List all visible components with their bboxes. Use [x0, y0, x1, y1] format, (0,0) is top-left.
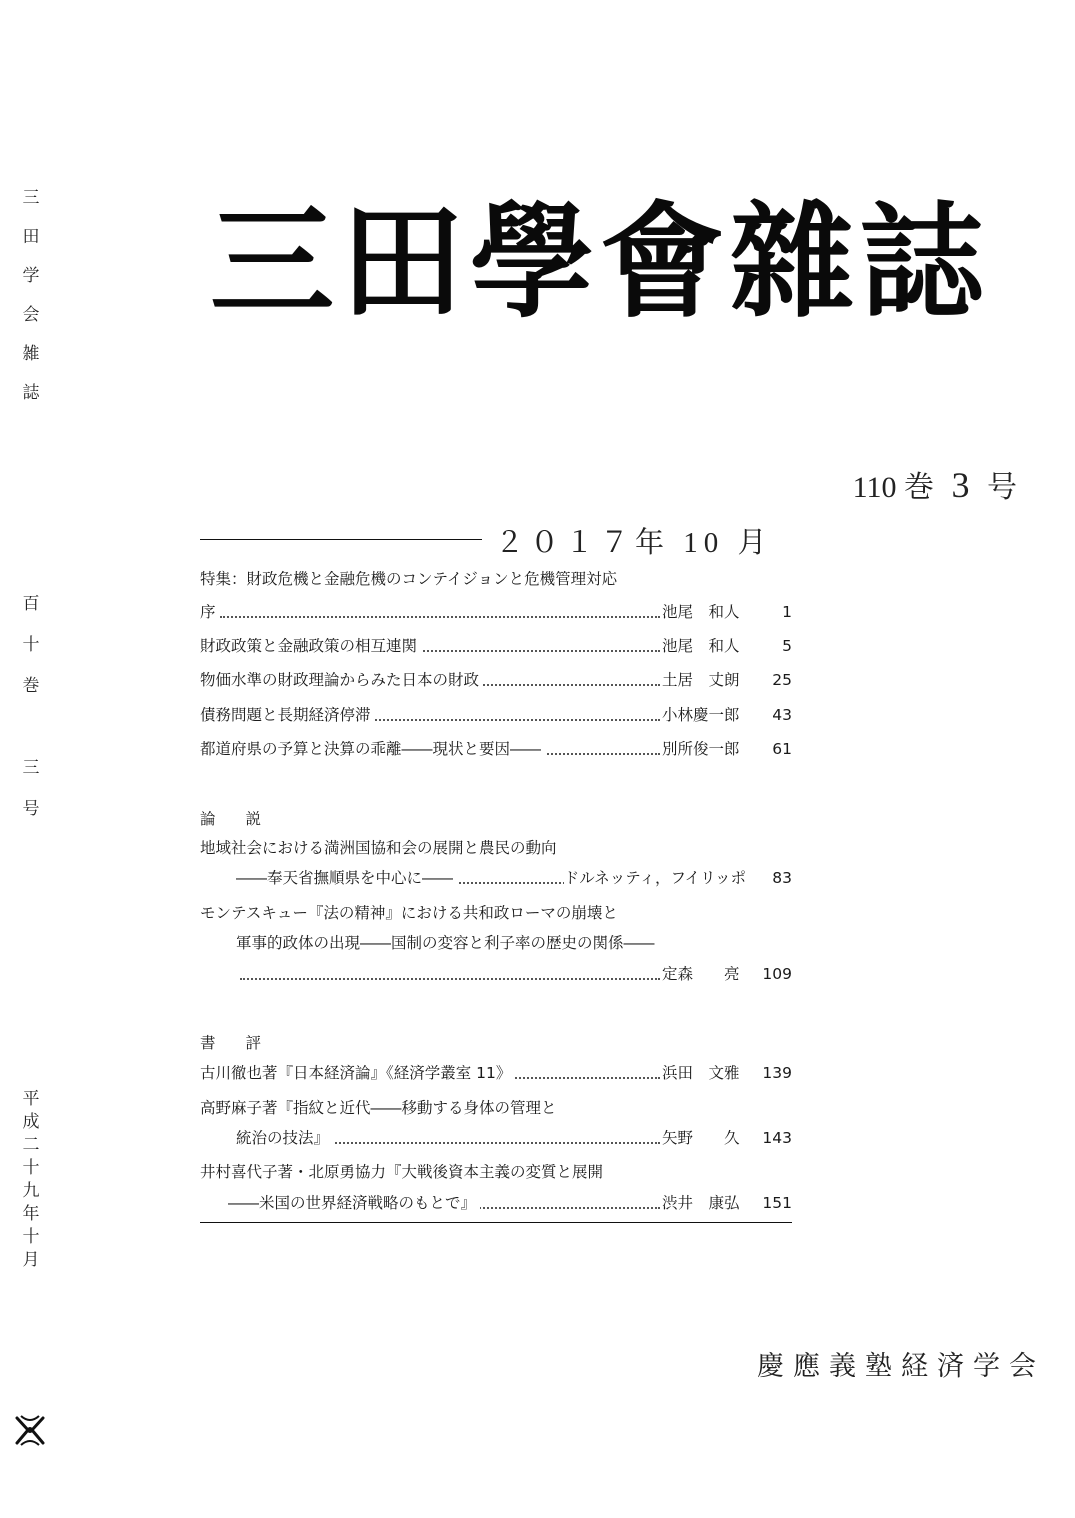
- toc-entry[interactable]: [200, 600, 792, 624]
- entry-page: 5: [782, 637, 792, 655]
- spine-char: 田: [22, 227, 40, 247]
- toc-entry[interactable]: [200, 703, 792, 727]
- spine-char: 十: [22, 1227, 40, 1247]
- spine-char: 三: [22, 758, 40, 778]
- toc-entry[interactable]: [200, 634, 792, 658]
- spine-char: 十: [22, 1158, 40, 1178]
- spine-char: 会: [22, 305, 40, 325]
- entry-title: 物価水準の財政理論からみた日本の財政: [200, 668, 483, 692]
- leader-dots: [220, 612, 660, 618]
- entry-author: 池尾 和人: [662, 634, 740, 658]
- entry-subtitle: 統治の技法』: [236, 1126, 333, 1150]
- entry-author: 土居 丈朗: [662, 668, 740, 692]
- toc-entry[interactable]: [200, 737, 792, 761]
- toc-entry[interactable]: [200, 1061, 792, 1085]
- publisher-name: 慶應義塾経済学会: [757, 1351, 1045, 1382]
- entry-subtitle: 軍事的政体の出現――国制の変容と利子率の歴史の関係――: [236, 931, 659, 955]
- issue-number: 3: [951, 465, 970, 505]
- spine-char: 巻: [22, 676, 40, 696]
- entry-author: 矢野 久: [662, 1126, 740, 1150]
- special-feature-heading: 特集：財政危機と金融危機のコンテイジョンと危機管理対応: [200, 567, 621, 591]
- section-heading-reviews: 書評: [200, 1034, 292, 1052]
- spine-char: 月: [22, 1250, 40, 1270]
- spine-char: 成: [22, 1112, 40, 1132]
- spine-char: 九: [22, 1181, 40, 1201]
- toc-entry-continuation[interactable]: [200, 1126, 792, 1150]
- spine-char: 号: [22, 799, 40, 819]
- entry-author: 別所俊一郎: [662, 737, 740, 761]
- toc-bottom-rule: [200, 1222, 792, 1223]
- spine-char: 平: [22, 1089, 40, 1109]
- entry-title: 井村喜代子著・北原勇協力『大戦後資本主義の変質と展開: [200, 1160, 607, 1184]
- entry-page: 143: [762, 1129, 792, 1147]
- entry-author: 渋井 康弘: [662, 1191, 740, 1215]
- toc-entry[interactable]: [200, 668, 792, 692]
- entry-page: 83: [772, 869, 792, 887]
- entry-title: 古川徹也著『日本経済論』《経済学叢室 11》: [200, 1061, 515, 1085]
- toc-entry-continuation: [200, 931, 792, 955]
- entry-title: 高野麻子著『指紋と近代――移動する身体の管理と: [200, 1096, 561, 1120]
- section-heading-special-feature: [200, 567, 792, 591]
- volume-label: 巻: [904, 471, 934, 504]
- entry-author: 小林慶一郎: [662, 703, 740, 727]
- entry-subtitle: ――奉天省撫順県を中心に――: [236, 866, 457, 890]
- entry-title: 序: [200, 600, 220, 624]
- entry-title: 債務問題と長期経済停滞: [200, 703, 375, 727]
- entry-page: 61: [772, 740, 792, 758]
- spine-volume: [20, 596, 42, 842]
- spine-char: 百: [22, 594, 40, 614]
- entry-page: 1: [782, 603, 792, 621]
- entry-author: 定森 亮: [662, 962, 740, 986]
- entry-page: 43: [772, 706, 792, 724]
- spine-journal-title: [20, 190, 42, 424]
- toc-entry[interactable]: [200, 901, 792, 925]
- toc-entry-continuation[interactable]: [200, 962, 792, 986]
- date-rule: [200, 539, 482, 540]
- spine-char: 年: [22, 1204, 40, 1224]
- entry-page: 139: [762, 1064, 792, 1082]
- spine-char: 学: [22, 266, 40, 286]
- entry-title: 地域社会における満洲国協和会の展開と農民の動向: [200, 836, 561, 860]
- toc-entry[interactable]: [200, 1096, 792, 1120]
- publication-date: ２０１７年 10 月: [495, 527, 773, 559]
- toc-entry[interactable]: [200, 836, 792, 860]
- spine-char: 十: [22, 635, 40, 655]
- entry-title: 財政政策と金融政策の相互連関: [200, 634, 421, 658]
- toc-entry[interactable]: [200, 1160, 792, 1184]
- toc-entry-continuation[interactable]: [200, 866, 792, 890]
- entry-author: ドルネッティ，フイリッポ: [564, 866, 746, 890]
- spine-char: 誌: [22, 383, 40, 403]
- toc-entry-continuation[interactable]: [200, 1191, 792, 1215]
- spine-char: 三: [22, 188, 40, 208]
- volume-issue: [853, 462, 1017, 506]
- entry-author: 池尾 和人: [662, 600, 740, 624]
- journal-masthead-title: 三田學會雜誌: [210, 190, 991, 335]
- spine-char: 雑: [22, 344, 40, 364]
- issue-label: 号: [987, 471, 1017, 504]
- entry-page: 25: [772, 671, 792, 689]
- spine-date: [20, 1091, 42, 1275]
- publisher-logo-icon: [12, 1412, 48, 1448]
- entry-page: 109: [762, 965, 792, 983]
- spine-char: 二: [22, 1135, 40, 1155]
- spine-spacer: [20, 719, 42, 736]
- entry-author: 浜田 文雅: [662, 1061, 740, 1085]
- section-heading-articles: 論説: [200, 810, 292, 828]
- leader-dots: [240, 974, 660, 980]
- entry-subtitle: ――米国の世界経済戦略のもとで』: [228, 1191, 480, 1215]
- entry-page: 151: [762, 1194, 792, 1212]
- entry-title: モンテスキュー『法の精神』における共和政ローマの崩壊と: [200, 901, 622, 925]
- volume-number: 110: [852, 471, 897, 504]
- entry-title: 都道府県の予算と決算の乖離――現状と要因――: [200, 737, 545, 761]
